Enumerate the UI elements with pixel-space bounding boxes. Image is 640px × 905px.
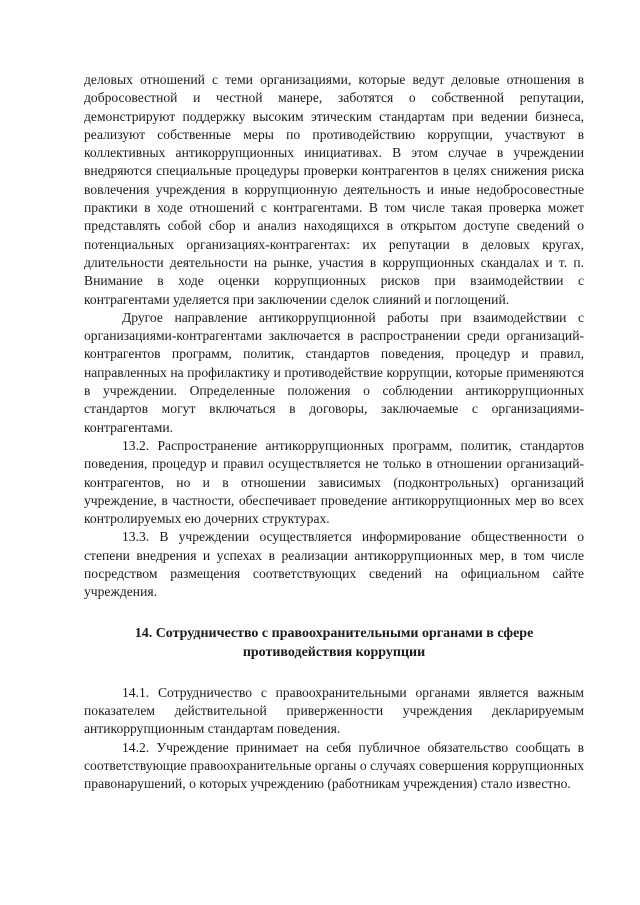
paragraph-14-1: 14.1. Сотрудничество с правоохранительными органами является важным показателем действительной приверженности учреждения декларируемым антикоррупционным стандартам поведения. bbox=[84, 684, 584, 737]
paragraph-13-3: 13.3. В учреждении осуществляется информирование общественности о степени внедрения и успехах в реализации антикоррупционных мер, в том числе посредством размещения соответствующих сведений на официальном сайте учреждения. bbox=[84, 529, 584, 600]
section-14-heading-line1: 14. Сотрудничество с правоохранительными органами в сфере bbox=[134, 625, 534, 641]
spacer bbox=[84, 662, 584, 684]
paragraph-14-2: 14.2. Учреждение принимает на себя публичное обязательство сообщать в соответствующие правоохранительные органы о случаях совершения коррупционных правонарушений, о которых учреждению (работникам учреждения) стало известно. bbox=[84, 739, 584, 792]
spacer bbox=[84, 602, 584, 624]
paragraph-contractor-verification: деловых отношений с теми организациями, которые ведут деловые отношения в добросовестной и честной манере, заботятся о собственной репутации, демонстрируют поддержку высоким этическим стандартам при ведении бизнеса, реализуют собственные меры по противодействию коррупции, участвуют в коллективных антикоррупционных инициативах. В этом случае в учреждении внедряются специальные процедуры проверки контрагентов в целях снижения риска вовлечения учреждения в коррупционную деятельность и иные недобросовестные практики в ходе отношений с контрагентами. В том числе такая проверка может представлять собой сбор и анализ находящихся в открытом доступе сведений о потенциальных организациях-контрагентах: их репутации в деловых кругах, длительности деятельности на рынке, участия в коррупционных скандалах и т. п. Внимание в ходе оценки коррупционных рисков при взаимодействии с контрагентами уделяется при заключении сделок слияний и поглощений. bbox=[84, 72, 584, 307]
paragraph-13-2: 13.2. Распространение антикоррупционных программ, политик, стандартов поведения, процедур и правил осуществляется не только в отношении организаций-контрагентов, но и в отношении зависимых (подконтрольных) организаций учреждение, в частности, обеспечивает проведение антикоррупционных мер во всех контролируемых ею дочерних структурах. bbox=[84, 437, 584, 527]
section-14-heading-line2: противодействия коррупции bbox=[242, 644, 426, 660]
paragraph-anticorruption-distribution: Другое направление антикоррупционной работы при взаимодействии с организациями-контрагентами заключается в распространении среди организаций-контрагентов программ, политик, стандартов поведения, процедур и правил, направленных на профилактику и противодействие коррупции, которые применяются в учреждении. Определенные положения о соблюдении антикоррупционных стандартов могут включаться в договоры, заключаемые с организациями-контрагентами. bbox=[84, 309, 584, 435]
document-body bbox=[84, 71, 584, 793]
